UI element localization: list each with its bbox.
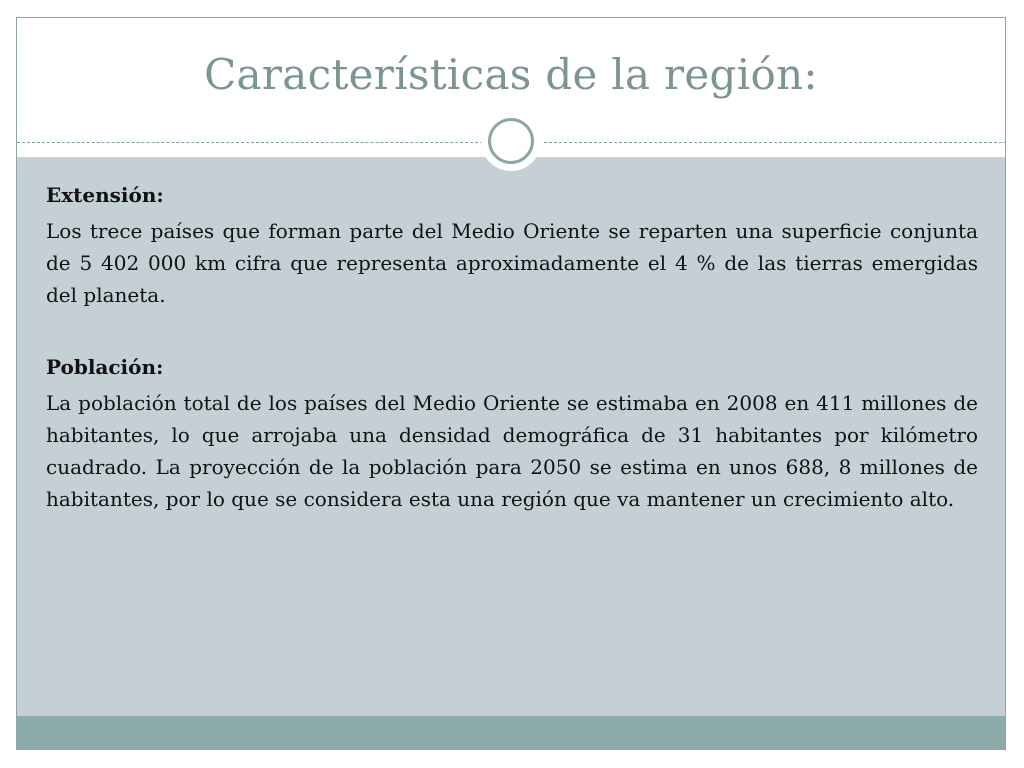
section-heading-population: Población: [46, 355, 164, 379]
title-divider-right [544, 142, 1006, 143]
slide-title: Características de la región: [204, 50, 818, 99]
circle-ornament-inner [488, 118, 534, 164]
footer-band [17, 716, 1005, 749]
title-divider-left [17, 142, 483, 143]
section-spacer [46, 311, 978, 351]
section-heading-extension: Extensión: [46, 183, 164, 207]
slide [16, 17, 1006, 750]
section-text-population: La población total de los países del Medio Oriente se estimaba en 2008 en 411 millones de habitantes, lo que arrojaba una densidad demográfica de 31 habitantes por kilómetro cuadrado. La proyección de la población para 2050 se estima en unos 688, 8 millones de habitantes, por lo que se considera esta una región que va mantener un crecimiento alto. [46, 391, 978, 511]
slide-body [46, 179, 978, 515]
section-text-extension: Los trece países que forman parte del Medio Oriente se reparten una superficie conjunta de 5 402 000 km cifra que representa aproximadamente el 4 % de las tierras emergidas del planeta. [46, 219, 978, 307]
